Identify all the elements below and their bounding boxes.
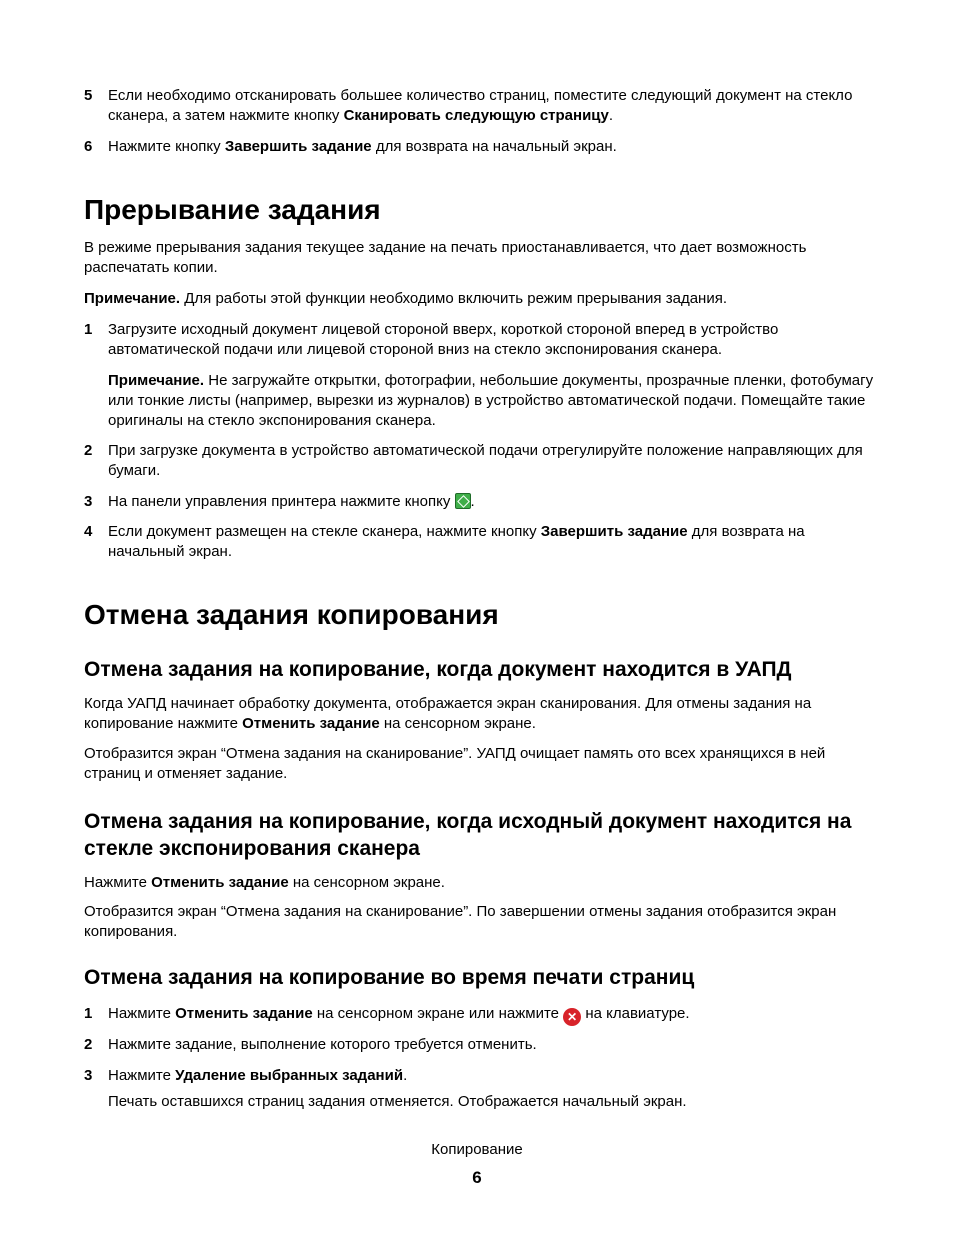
step-text: Если документ размещен на стекле сканера, нажмите кнопку Завершить задание для возврата на начальный экран. [108,523,805,560]
step-text: Нажмите Удаление выбранных заданий. [108,1067,408,1084]
step-text: Если необходимо отсканировать большее количество страниц, поместите следующий документ на стекло сканера, а затем нажмите кнопку Сканировать следующую страницу. [108,87,853,124]
step-number: 6 [84,138,93,155]
step-number: 1 [84,1005,93,1022]
step-number: 3 [84,1067,93,1084]
section-title-cancel: Отмена задания копирования [84,599,499,630]
footer-section-name: Копирование [431,1141,523,1158]
step-number: 2 [84,1036,93,1053]
glass-paragraph-1: Нажмите Отменить задание на сенсорном экране. [84,874,445,891]
step-text: На панели управления принтера нажмите кнопку . [108,493,475,510]
subsection-title-glass: Отмена задания на копирование, когда исходный документ находится на стекле экспонирования сканера [84,810,852,860]
adf-paragraph-2: Отобразится экран “Отмена задания на сканирование”. УАПД очищает память ото всех хранящихся в ней страниц и отменяет задание. [84,745,826,782]
step-text: Нажмите кнопку Завершить задание для возврата на начальный экран. [108,138,617,155]
printing-result: Печать оставшихся страниц задания отменяется. Отображается начальный экран. [108,1093,687,1110]
step-number: 3 [84,493,93,510]
stop-button-icon: ✕ [563,1008,581,1026]
interrupt-intro: В режиме прерывания задания текущее задание на печать приостанавливается, что дает возможность распечатать копии. [84,239,807,276]
section-title-interrupt: Прерывание задания [84,194,381,225]
step-number: 2 [84,442,93,459]
step-1-note: Примечание. Не загружайте открытки, фотографии, небольшие документы, прозрачные пленки, фотобумагу или тонкие листы (например, вырезки из журналов) в устройство автоматической подачи. Помещайте такие оригиналы на стекло экспонирования сканера. [108,372,874,429]
subsection-title-adf: Отмена задания на копирование, когда документ находится в УАПД [84,658,792,681]
step-text: Загрузите исходный документ лицевой стороной вверх, короткой стороной вперед в устройство автоматической подачи или лицевой стороной вниз на стекло экспонирования сканера. [108,321,779,358]
step-number: 4 [84,523,93,540]
step-number: 1 [84,321,93,338]
step-text: Нажмите задание, выполнение которого требуется отменить. [108,1036,537,1053]
start-button-icon [455,493,471,509]
step-number: 5 [84,87,93,104]
interrupt-note: Примечание. Для работы этой функции необходимо включить режим прерывания задания. [84,290,727,307]
page-number: 6 [472,1168,482,1187]
adf-paragraph-1: Когда УАПД начинает обработку документа, отображается экран сканирования. Для отмены задания на копирование нажмите Отменить задание на сенсорном экране. [84,695,812,732]
step-text: Нажмите Отменить задание на сенсорном экране или нажмите ✕ на клавиатуре. [108,1005,690,1024]
step-text: При загрузке документа в устройство автоматической подачи отрегулируйте положение направляющих для бумаги. [108,442,863,479]
glass-paragraph-2: Отобразится экран “Отмена задания на сканирование”. По завершении отмены задания отобразится экран копирования. [84,903,837,940]
subsection-title-printing: Отмена задания на копирование во время печати страниц [84,966,695,989]
